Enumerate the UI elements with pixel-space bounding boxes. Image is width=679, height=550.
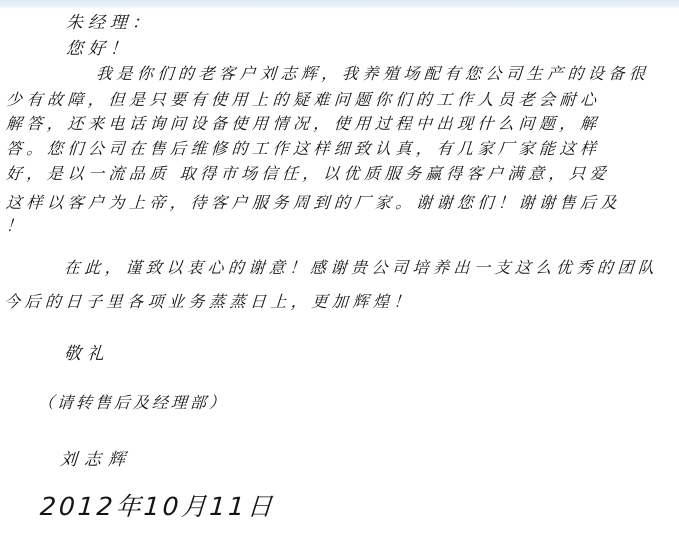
body-paragraph2-line: 在此，谨致以衷心的谢意！感谢贵公司培养出一支这么优秀的团队 (63, 258, 660, 277)
body-paragraph1-line: ！ (5, 216, 28, 235)
body-paragraph1-line: 解答，还来电话询问设备使用情况，使用过程中出现什么问题，解 (5, 114, 602, 133)
body-paragraph1-line: 我是你们的老客户刘志辉，我养殖场配有您公司生产的设备很 (95, 64, 651, 83)
body-paragraph1-line: 这样以客户为上帝，待客户服务周到的厂家。谢谢您们！谢谢售后及 (5, 193, 622, 212)
signature-name: 刘志辉 (59, 450, 133, 470)
body-paragraph1-line: 答。您们公司在售后维修的工作这样细致认真，有几家厂家能这样 (5, 139, 602, 158)
letter-salutation: 朱经理： (65, 13, 155, 33)
top-border-band (0, 0, 679, 9)
letter-greeting: 您好！ (65, 39, 133, 59)
body-paragraph1-line: 好，是以一流品质 取得市场信任，以优质服务赢得客户满意，只爱 (5, 164, 611, 183)
body-paragraph1-line: 少有故障，但是只要有使用上的疑难问题你们的工作人员老会耐心 (5, 90, 602, 109)
letter-date: 2012年10月11日 (39, 492, 277, 521)
body-paragraph2-line: 今后的日子里各项业务蒸蒸日上，更加辉煌！ (3, 292, 415, 311)
forwarding-note: （请转售后及经理部） (37, 393, 229, 412)
letter-closing-salute: 敬礼 (63, 344, 111, 364)
